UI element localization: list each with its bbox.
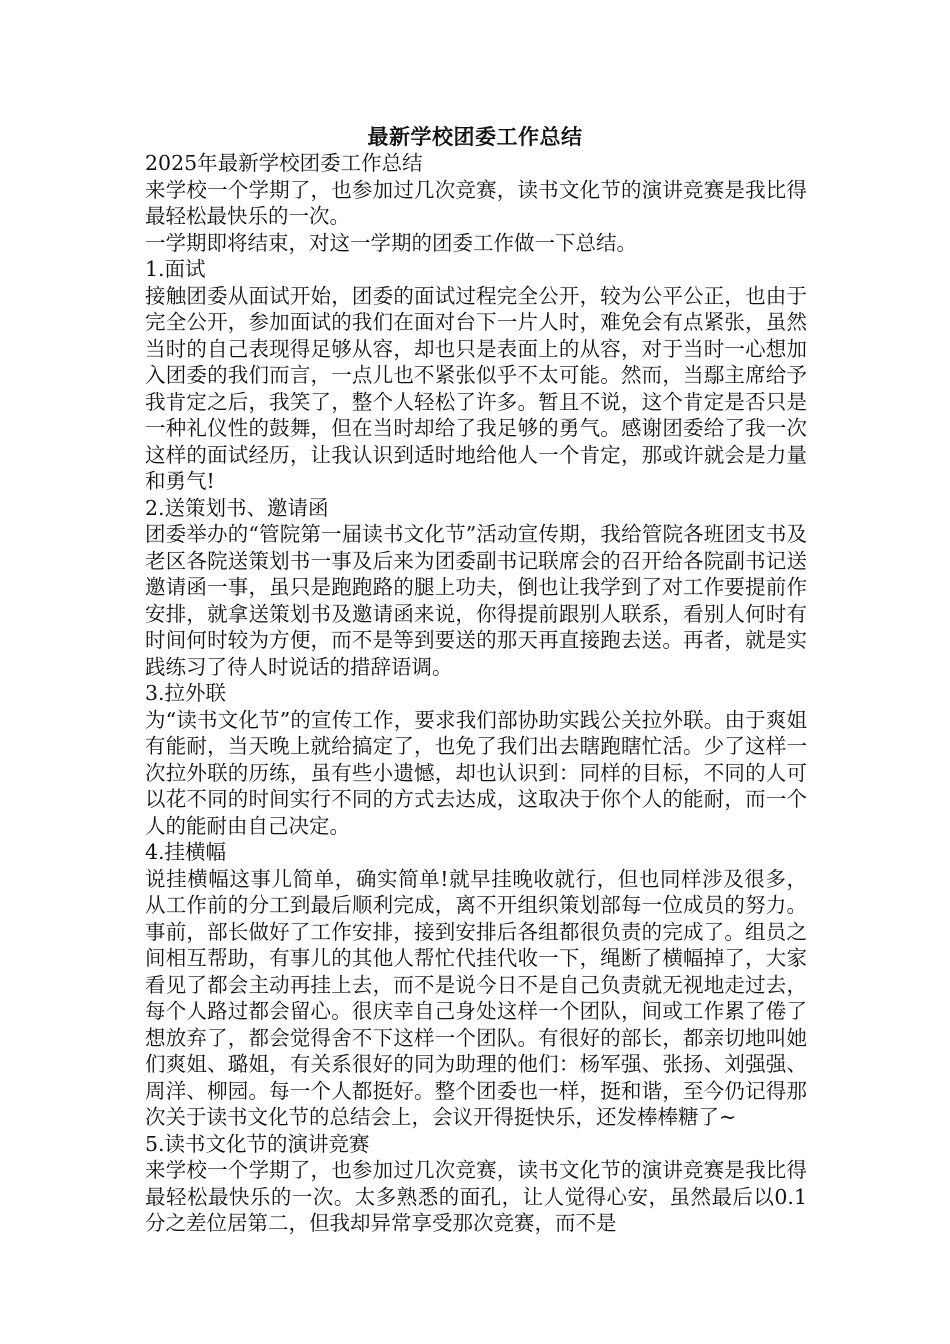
section-heading-sponsorship: 3.拉外联 bbox=[145, 681, 227, 705]
proposals-paragraph: 团委举办的“管院第一届读书文化节”活动宣传期，我给管院各班团支书及老区各院送策划书一事及后来为团委副书记联席会的召开给各院副书记送邀请函一事，虽只是跑跑路的腿上功夫，倒也让我学到了对工作要提前作安排，就拿送策划书及邀请函来说，你得提前跟别人联系，看别人何时有时间何时较为方便，而不是等到要送的那天再直接跑去送。再者，就是实践练习了待人时说话的措辞语调。 bbox=[145, 522, 807, 679]
sponsorship-paragraph: 为“读书文化节”的宣传工作，要求我们部协助实践公关拉外联。由于爽姐有能耐，当天晚上就给搞定了，也免了我们出去瞎跑瞎忙活。少了这样一次拉外联的历练，虽有些小遗憾，却也认识到：同样的目标，不同的人可以花不同的时间实行不同的方式去达成，这取决于你个人的能耐，而一个人的能耐由自己决定。 bbox=[145, 707, 807, 838]
intro-summary-paragraph: 一学期即将结束，对这一学期的团委工作做一下总结。 bbox=[145, 230, 637, 255]
intro-paragraph: 来学校一个学期了，也参加过几次竞赛，读书文化节的演讲竞赛是我比得最轻松最快乐的一次。 bbox=[145, 177, 807, 228]
document-body bbox=[145, 150, 807, 1237]
document-title: 最新学校团委工作总结 bbox=[367, 125, 583, 149]
subtitle-line: 2025年最新学校团委工作总结 bbox=[145, 151, 423, 175]
banners-paragraph: 说挂横幅这事儿简单，确实简单!就早挂晚收就行，但也同样涉及很多，从工作前的分工到最后顺利完成，离不开组织策划部每一位成员的努力。事前，部长做好了工作安排，接到安排后各组都很负责的完成了。组员之间相互帮助，有事儿的其他人帮忙代挂代收一下，绳断了横幅掉了，大家看见了都会主动再挂上去，而不是说今日不是自己负责就无视地走过去，每个人路过都会留心。很庆幸自己身处这样一个团队，间或工作累了倦了想放弃了，都会觉得舍不下这样一个团队。有很好的部长，都亲切地叫她们爽姐、璐姐，有关系很好的同为助理的他们：杨军强、张扬、刘强强、周洋、柳园。每一个人都挺好。整个团委也一样，挺和谐，至今仍记得那次关于读书文化节的总结会上，会议开得挺快乐，还发棒棒糖了~ bbox=[145, 866, 807, 1129]
section-heading-speech-contest: 5.读书文化节的演讲竞赛 bbox=[145, 1131, 370, 1156]
section-heading-banners: 4.挂横幅 bbox=[145, 840, 227, 864]
speech-contest-paragraph: 来学校一个学期了，也参加过几次竞赛，读书文化节的演讲竞赛是我比得最轻松最快乐的一次。太多熟悉的面孔，让人觉得心安，虽然最后以0.1分之差位居第二，但我却异常享受那次竞赛，而不是 bbox=[145, 1158, 807, 1235]
section-heading-interview: 1.面试 bbox=[145, 257, 206, 281]
interview-paragraph: 接触团委从面试开始，团委的面试过程完全公开，较为公平公正，也由于完全公开，参加面试的我们在面对台下一片人时，难免会有点紧张，虽然当时的自己表现得足够从容，却也只是表面上的从容，对于当时一心想加入团委的我们而言，一点儿也不紧张似乎不太可能。然而，当鄢主席给予我肯定之后，我笑了，整个人轻松了许多。暂且不说，这个肯定是否只是一种礼仪性的鼓舞，但在当时却给了我足够的勇气。感谢团委给了我一次这样的面试经历，让我认识到适时地给他人一个肯定，那或许就会是力量和勇气! bbox=[145, 283, 807, 493]
section-heading-proposals: 2.送策划书、邀请函 bbox=[145, 495, 329, 520]
